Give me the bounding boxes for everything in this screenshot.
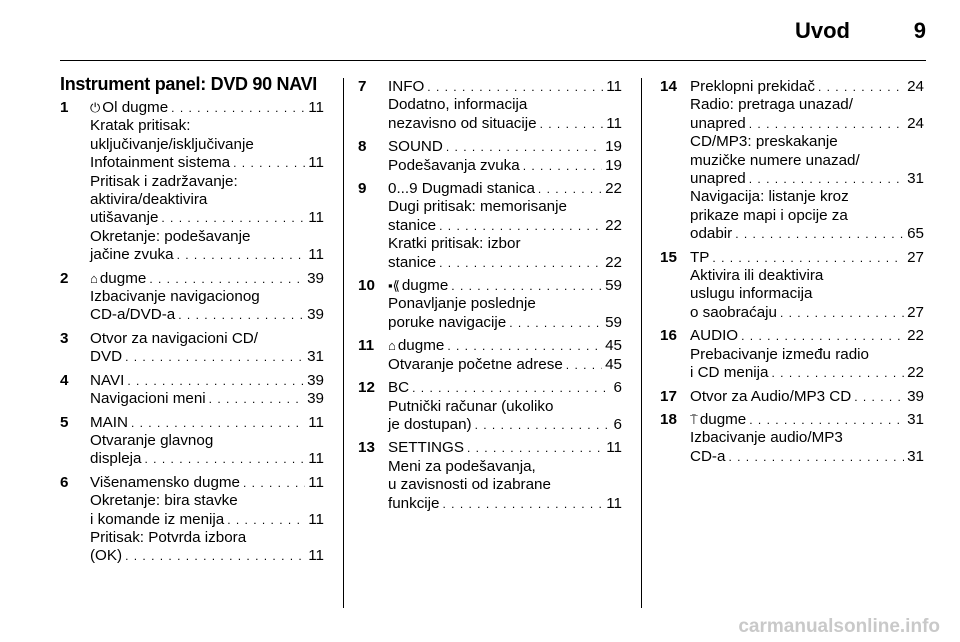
- legend-entry: [660, 78, 924, 244]
- entry-text: muzičke numere unazad/: [690, 151, 860, 169]
- dot-leader: [854, 388, 904, 406]
- page-reference: 6: [613, 379, 622, 397]
- entry-text: jačine zvuka: [90, 246, 174, 264]
- page-reference: 59: [605, 313, 622, 331]
- entry-text: utišavanje: [90, 209, 159, 227]
- entry-line: [90, 492, 324, 510]
- entry-line: [690, 225, 924, 243]
- entry-line: [690, 388, 924, 406]
- page-reference: 22: [907, 327, 924, 345]
- page-reference: 45: [605, 355, 622, 373]
- entry-text: Pritisak i zadržavanje:: [90, 172, 238, 190]
- page-reference: 27: [907, 248, 924, 266]
- legend-entry: [60, 99, 324, 265]
- entry-number: 3: [60, 329, 69, 347]
- page-reference: 59: [605, 277, 622, 295]
- entry-line: [690, 78, 924, 96]
- entry-number: 12: [358, 379, 375, 397]
- page-reference: 6: [613, 415, 622, 433]
- entry-line: [90, 529, 324, 547]
- entry-text: DVD: [90, 348, 123, 366]
- entry-text: Okretanje: bira stavke: [90, 492, 238, 510]
- entry-text: je dostupan): [388, 415, 472, 433]
- dot-leader: [566, 356, 602, 374]
- entry-number: 14: [660, 78, 677, 95]
- entry-number: 4: [60, 371, 69, 389]
- entry-text: Putnički računar (ukoliko: [388, 397, 554, 415]
- page-reference: 31: [907, 447, 924, 465]
- entry-text: SETTINGS: [388, 439, 464, 457]
- column-1: [60, 99, 324, 571]
- entry-number: 6: [60, 473, 69, 491]
- entry-text: Radio: pretraga unazad/: [690, 96, 853, 114]
- page-reference: 39: [307, 390, 324, 408]
- entry-line: [90, 306, 324, 324]
- page-reference: 11: [308, 209, 324, 227]
- entry-number: 1: [60, 99, 69, 116]
- entry-line: [90, 209, 324, 227]
- page-reference: 11: [606, 439, 622, 457]
- page-reference: 27: [907, 303, 924, 321]
- dot-leader: [127, 372, 304, 390]
- entry-line: [388, 495, 622, 513]
- dot-leader: [243, 474, 305, 492]
- power-icon: ⏻: [90, 100, 101, 115]
- entry-text: Višenamensko dugme: [90, 473, 240, 491]
- dot-leader: [749, 411, 904, 429]
- legend-entry: [660, 327, 924, 382]
- dot-leader: [443, 495, 604, 513]
- entry-text: MAIN: [90, 413, 128, 431]
- entry-line: [90, 547, 324, 565]
- dot-leader: [427, 78, 603, 96]
- entry-number: 13: [358, 439, 375, 457]
- dot-leader: [227, 511, 305, 529]
- entry-text: Kratak pritisak:: [90, 117, 191, 135]
- entry-line: [388, 295, 622, 313]
- entry-text: Pritisak: Potvrda izbora: [90, 528, 247, 546]
- entry-line: [90, 117, 324, 135]
- header-title: Uvod: [795, 18, 850, 43]
- entry-text: Podešavanja zvuka: [388, 156, 520, 174]
- legend-entry: [358, 277, 622, 332]
- page-reference: 22: [605, 216, 622, 234]
- entry-text: stanice: [388, 216, 437, 234]
- navi-eject-icon: ⌂: [90, 270, 98, 286]
- legend-entry: [60, 330, 324, 367]
- entry-text: uslugu informacija: [690, 285, 813, 303]
- entry-line: [90, 432, 324, 450]
- entry-text: TP: [690, 248, 710, 266]
- entry-text: Ponavljanje poslednje: [388, 295, 536, 313]
- dot-leader: [735, 225, 904, 243]
- entry-text: Prebacivanje između radio: [690, 345, 869, 363]
- entry-text: Otvor za Audio/MP3 CD: [690, 387, 852, 405]
- entry-line: [90, 228, 324, 246]
- entry-text: poruke navigacije: [388, 313, 507, 331]
- entry-text: displeja: [90, 450, 142, 468]
- page-reference: 11: [308, 246, 324, 264]
- page-reference: 11: [308, 547, 324, 565]
- page-reference: 19: [605, 138, 622, 156]
- dot-leader: [772, 364, 905, 382]
- entry-text: prikaze mapi i opcije za: [690, 206, 848, 224]
- dot-leader: [178, 306, 304, 324]
- page-reference: 11: [308, 510, 324, 528]
- entry-text: Navigacija: listanje kroz: [690, 188, 849, 206]
- entry-text: BC: [388, 379, 410, 397]
- entry-line: [90, 191, 324, 209]
- dot-leader: [233, 154, 305, 172]
- entry-line: [690, 364, 924, 382]
- entry-line: [388, 138, 622, 156]
- dot-leader: [780, 304, 904, 322]
- entry-line: [690, 411, 924, 429]
- entry-text: CD-a/DVD-a: [90, 306, 176, 324]
- entry-text: Okretanje: podešavanje: [90, 227, 251, 245]
- entry-text: aktivira/deaktivira: [90, 191, 208, 209]
- entry-text: (OK): [90, 547, 123, 565]
- entry-line: [388, 337, 622, 355]
- legend-entry: [358, 439, 622, 513]
- entry-number: 7: [358, 78, 367, 95]
- entry-line: [90, 99, 324, 117]
- dot-leader: [171, 99, 305, 117]
- page-reference: 11: [606, 78, 622, 95]
- entry-line: [388, 356, 622, 374]
- legend-entry: [660, 249, 924, 323]
- page-reference: 39: [307, 306, 324, 324]
- entry-text: u zavisnosti od izabrane: [388, 476, 551, 494]
- entry-number: 10: [358, 277, 375, 295]
- home-icon: ⌂: [388, 338, 396, 354]
- entry-number: 11: [358, 337, 375, 355]
- entry-line: [90, 173, 324, 191]
- dot-leader: [439, 217, 602, 235]
- entry-line: [388, 235, 622, 253]
- entry-number: 17: [660, 387, 677, 405]
- legend-entry: [358, 379, 622, 434]
- dot-leader: [741, 327, 904, 345]
- dot-leader: [523, 157, 602, 175]
- entry-text: i komande iz menija: [90, 510, 225, 528]
- dot-leader: [749, 115, 904, 133]
- entry-number: 9: [358, 180, 367, 198]
- dot-leader: [475, 416, 611, 434]
- legend-entry: [358, 138, 622, 175]
- dot-leader: [446, 138, 602, 156]
- dot-leader: [149, 270, 304, 288]
- entry-text: Otvaranje glavnog: [90, 431, 214, 449]
- entry-line: [388, 115, 622, 133]
- dot-leader: [451, 277, 602, 295]
- entry-line: [90, 154, 324, 172]
- entry-line: [388, 96, 622, 114]
- entry-line: [388, 78, 622, 96]
- entry-text: unapred: [690, 170, 746, 188]
- entry-line: [690, 448, 924, 466]
- entry-line: [90, 414, 324, 432]
- page-reference: 24: [907, 78, 924, 95]
- dot-leader: [145, 450, 306, 468]
- entry-text: Aktivira ili deaktivira: [690, 267, 824, 285]
- entry-line: [90, 270, 324, 288]
- eject-icon: ⍑: [690, 411, 698, 427]
- entry-line: [388, 198, 622, 216]
- entry-text: odabir: [690, 225, 733, 243]
- entry-line: [388, 277, 622, 295]
- legend-entry: [358, 180, 622, 272]
- page-number: 9: [913, 18, 926, 43]
- entry-line: [690, 327, 924, 345]
- entry-line: [388, 314, 622, 332]
- entry-line: [90, 390, 324, 408]
- entry-line: [388, 458, 622, 476]
- entry-line: [90, 474, 324, 492]
- entry-line: [690, 152, 924, 170]
- dot-leader: [540, 115, 604, 133]
- page-reference: 22: [605, 253, 622, 271]
- entry-number: 15: [660, 248, 677, 266]
- page-reference: 31: [307, 348, 324, 366]
- page-reference: 31: [907, 410, 924, 428]
- entry-text: Otvor za navigacioni CD/: [90, 329, 258, 347]
- entry-line: [90, 348, 324, 366]
- entry-text: 0...9 Dugmadi stanica: [388, 180, 535, 198]
- watermark: carmanualsonline.info: [738, 616, 940, 637]
- page-reference: 39: [307, 371, 324, 389]
- entry-line: [388, 476, 622, 494]
- entry-text: SOUND: [388, 138, 443, 156]
- entry-line: [388, 217, 622, 235]
- entry-line: [690, 267, 924, 285]
- entry-text: CD/MP3: preskakanje: [690, 133, 838, 151]
- column-2: [358, 78, 622, 518]
- dot-leader: [125, 547, 305, 565]
- entry-line: [90, 288, 324, 306]
- entry-line: [690, 96, 924, 114]
- entry-text: Izbacivanje audio/MP3: [690, 429, 843, 447]
- legend-entry: [60, 372, 324, 409]
- entry-line: [690, 115, 924, 133]
- legend-entry: [358, 78, 622, 133]
- entry-line: [690, 170, 924, 188]
- entry-number: 5: [60, 413, 69, 431]
- voice-icon: ▪⟪: [388, 278, 400, 294]
- dot-leader: [125, 348, 304, 366]
- column-divider-1: [343, 78, 344, 608]
- legend-entry: [60, 474, 324, 566]
- dot-leader: [818, 78, 904, 96]
- page-reference: 24: [907, 114, 924, 132]
- entry-text: dugme: [401, 277, 449, 295]
- entry-line: [388, 254, 622, 272]
- page-reference: 39: [907, 387, 924, 405]
- entry-line: [388, 379, 622, 397]
- entry-line: [388, 157, 622, 175]
- page-reference: 22: [907, 364, 924, 382]
- dot-leader: [447, 337, 602, 355]
- entry-line: [690, 304, 924, 322]
- entry-line: [90, 136, 324, 154]
- page-reference: 11: [308, 473, 324, 491]
- dot-leader: [161, 209, 305, 227]
- entry-text: dugme: [99, 269, 147, 287]
- entry-number: 8: [358, 138, 367, 156]
- entry-text: Otvaranje početne adrese: [388, 355, 563, 373]
- entry-text: AUDIO: [690, 327, 739, 345]
- entry-text: unapred: [690, 114, 746, 132]
- entry-line: [388, 180, 622, 198]
- entry-text: Dodatno, informacija: [388, 96, 528, 114]
- entry-text: funkcije: [388, 494, 440, 512]
- entry-line: [690, 285, 924, 303]
- dot-leader: [131, 414, 305, 432]
- entry-line: [690, 346, 924, 364]
- legend-entry: [660, 411, 924, 466]
- entry-text: Preklopni prekidač: [690, 78, 815, 95]
- dot-leader: [467, 439, 603, 457]
- header-divider: [60, 60, 926, 61]
- dot-leader: [439, 254, 602, 272]
- column-3: [660, 78, 924, 471]
- dot-leader: [209, 390, 304, 408]
- entry-text: Navigacioni meni: [90, 390, 206, 408]
- entry-text: Kratki pritisak: izbor: [388, 235, 521, 253]
- dot-leader: [749, 170, 904, 188]
- entry-text: Ol dugme: [102, 99, 169, 116]
- entry-line: [690, 249, 924, 267]
- page-reference: 65: [907, 225, 924, 243]
- dot-leader: [509, 314, 602, 332]
- entry-line: [90, 330, 324, 348]
- page-reference: 19: [605, 156, 622, 174]
- legend-entry: [60, 414, 324, 469]
- entry-line: [90, 372, 324, 390]
- entry-text: Infotainment sistema: [90, 154, 231, 172]
- entry-text: dugme: [397, 337, 445, 355]
- dot-leader: [538, 180, 602, 198]
- entry-text: nezavisno od situacije: [388, 114, 537, 132]
- entry-line: [388, 398, 622, 416]
- entry-line: [690, 207, 924, 225]
- page-reference: 22: [605, 180, 622, 198]
- entry-text: i CD menija: [690, 364, 769, 382]
- entry-text: INFO: [388, 78, 425, 95]
- page-reference: 11: [308, 450, 324, 468]
- entry-text: Meni za podešavanja,: [388, 457, 536, 475]
- entry-line: [388, 416, 622, 434]
- entry-text: stanice: [388, 253, 437, 271]
- page-reference: 45: [605, 337, 622, 355]
- entry-line: [90, 246, 324, 264]
- page-reference: 31: [907, 170, 924, 188]
- entry-text: Dugi pritisak: memorisanje: [388, 198, 567, 216]
- entry-text: NAVI: [90, 371, 125, 389]
- dot-leader: [412, 379, 610, 397]
- entry-line: [690, 133, 924, 151]
- entry-text: CD-a: [690, 447, 726, 465]
- entry-number: 16: [660, 327, 677, 345]
- entry-number: 2: [60, 269, 69, 287]
- page-reference: 11: [606, 494, 622, 512]
- entry-line: [90, 450, 324, 468]
- entry-line: [388, 439, 622, 457]
- entry-text: uključivanje/isključivanje: [90, 135, 254, 153]
- entry-number: 18: [660, 410, 677, 428]
- entry-text: dugme: [699, 410, 747, 428]
- entry-text: Izbacivanje navigacionog: [90, 288, 260, 306]
- page-reference: 11: [308, 99, 324, 116]
- dot-leader: [712, 249, 904, 267]
- entry-line: [90, 511, 324, 529]
- legend-entry: [60, 270, 324, 325]
- legend-entry: [358, 337, 622, 374]
- page-reference: 11: [308, 154, 324, 172]
- page-reference: 11: [606, 114, 622, 132]
- section-title: Instrument panel: DVD 90 NAVI: [60, 74, 318, 94]
- dot-leader: [177, 246, 306, 264]
- page-reference: 11: [308, 413, 324, 431]
- column-divider-2: [641, 78, 642, 608]
- entry-line: [690, 429, 924, 447]
- legend-entry: [660, 388, 924, 406]
- entry-line: [690, 188, 924, 206]
- entry-text: o saobraćaju: [690, 303, 777, 321]
- dot-leader: [728, 448, 904, 466]
- page-reference: 39: [307, 269, 324, 287]
